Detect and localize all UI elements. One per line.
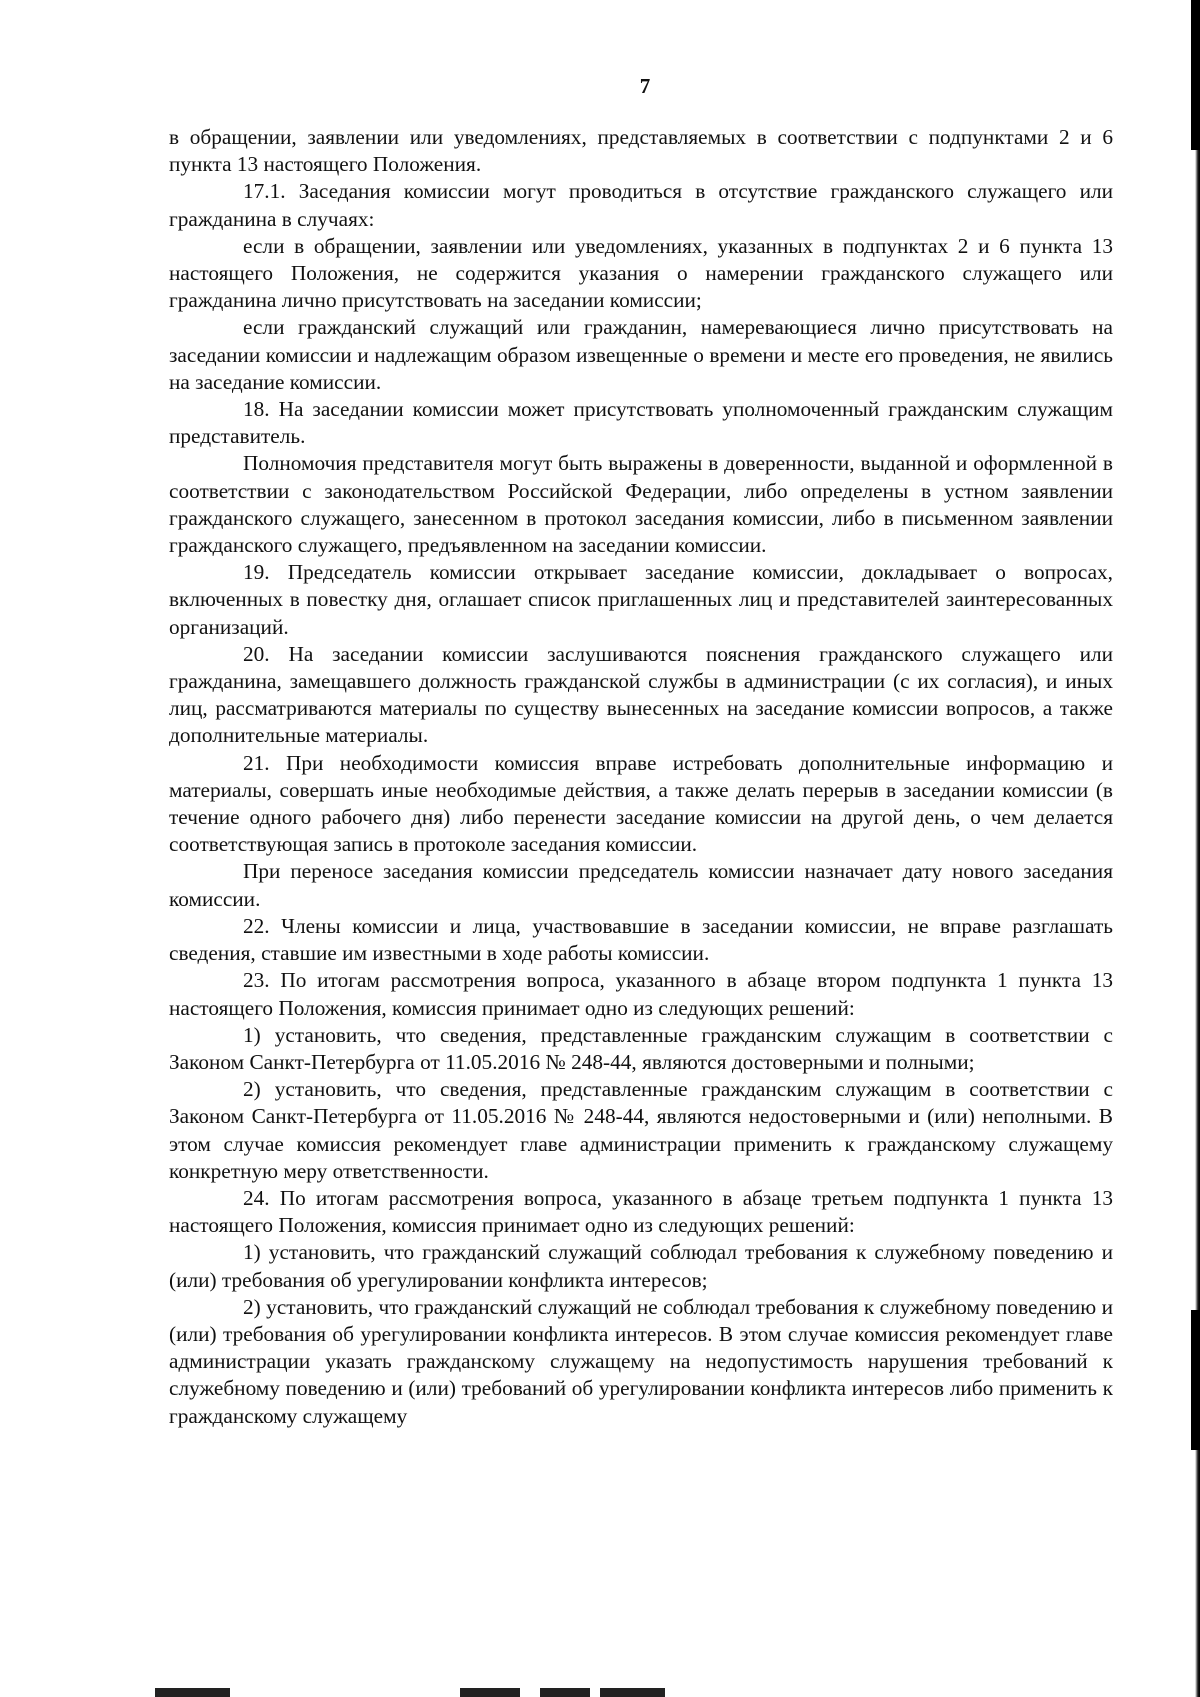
paragraph-19: 19. Председатель комиссии открывает заседание комиссии, докладывает о вопросах, включенных в повестку дня, оглашает список приглашенных лиц и представителей заинтересованных организаций.	[169, 560, 1113, 639]
scan-footer-smudge	[600, 1688, 665, 1697]
paragraph-21: 21. При необходимости комиссия вправе истребовать дополнительные информацию и материалы, совершать иные необходимые действия, а также делать перерыв в заседании комиссии (в течение одного рабочего дня) либо перенести заседание комиссии на другой день, о чем делается соответствующая запись в протоколе заседания комиссии.	[169, 750, 1113, 857]
paragraph-23-item-1: 1) установить, что сведения, представленные гражданским служащим в соответствии с Законом Санкт-Петербурга от 11.05.2016 № 248-44, являются достоверными и полными;	[169, 1022, 1113, 1074]
scan-footer-smudge	[460, 1688, 520, 1697]
paragraph-continuation: в обращении, заявлении или уведомлениях, представляемых в соответствии с подпунктами 2 и 6 пункта 13 настоящего Положения.	[169, 125, 1113, 177]
paragraph-18-powers: Полномочия представителя могут быть выражены в доверенности, выданной и оформленной в соответствии с законодательством Российской Федерации, либо определены в устном заявлении гражданского служащего, занесенном в протокол заседания комиссии, либо в письменном заявлении гражданского служащего, предъявленном на заседании комиссии.	[169, 451, 1113, 558]
paragraph-22: 22. Члены комиссии и лица, участвовавшие в заседании комиссии, не вправе разглашать сведения, ставшие им известными в ходе работы комиссии.	[169, 913, 1113, 966]
paragraph-24-item-1: 1) установить, что гражданский служащий соблюдал требования к служебному поведению и (или) требования об урегулировании конфликта интересов;	[169, 1240, 1113, 1292]
paragraph-18: 18. На заседании комиссии может присутствовать уполномоченный гражданским служащим представитель.	[169, 397, 1113, 449]
paragraph-20: 20. На заседании комиссии заслушиваются пояснения гражданского служащего или гражданина, замещавшего должность гражданской службы в администрации (с их согласия), и иных лиц, рассматриваются материалы по существу вынесенных на заседание комиссии вопросов, а также дополнительные материалы.	[169, 641, 1113, 748]
paragraph-17-1: 17.1. Заседания комиссии могут проводиться в отсутствие гражданского служащего или гражданина в случаях:	[169, 179, 1113, 231]
scan-footer-smudge	[540, 1688, 590, 1697]
scan-edge-mark	[1191, 0, 1200, 150]
paragraph-21-postpone: При переносе заседания комиссии председатель комиссии назначает дату нового заседания комиссии.	[169, 859, 1113, 911]
scan-footer-smudge	[155, 1688, 230, 1697]
document-body	[169, 124, 1113, 1430]
paragraph-23: 23. По итогам рассмотрения вопроса, указанного в абзаце втором подпункта 1 пункта 13 настоящего Положения, комиссия принимает одно из следующих решений:	[169, 968, 1113, 1020]
paragraph-23-item-2: 2) установить, что сведения, представленные гражданским служащим в соответствии с Законом Санкт-Петербурга от 11.05.2016 № 248-44, являются недостоверными и (или) неполными. В этом случае комиссия рекомендует главе администрации применить к гражданскому служащему конкретную меру ответственности.	[169, 1077, 1113, 1183]
paragraph-17-1-case-2: если гражданский служащий или гражданин, намеревающиеся лично присутствовать на заседании комиссии и надлежащим образом извещенные о времени и месте его проведения, не явились на заседание комиссии.	[169, 315, 1113, 394]
paragraph-24-item-2: 2) установить, что гражданский служащий не соблюдал требования к служебному поведению и (или) требования об урегулировании конфликта интересов. В этом случае комиссия рекомендует главе администрации указать гражданскому служащему на недопустимость нарушения требований к служебному поведению и (или) требований об урегулировании конфликта интересов либо применить к гражданскому служащему	[169, 1294, 1113, 1428]
page-number: 7	[639, 74, 651, 98]
paragraph-24: 24. По итогам рассмотрения вопроса, указанного в абзаце третьем подпункта 1 пункта 13 настоящего Положения, комиссия принимает одно из следующих решений:	[169, 1185, 1113, 1238]
scan-edge-mark	[1191, 1310, 1200, 1450]
paragraph-17-1-case-1: если в обращении, заявлении или уведомлениях, указанных в подпунктах 2 и 6 пункта 13 настоящего Положения, не содержится указания о намерении гражданского служащего или гражданина лично присутствовать на заседании комиссии;	[169, 233, 1113, 313]
